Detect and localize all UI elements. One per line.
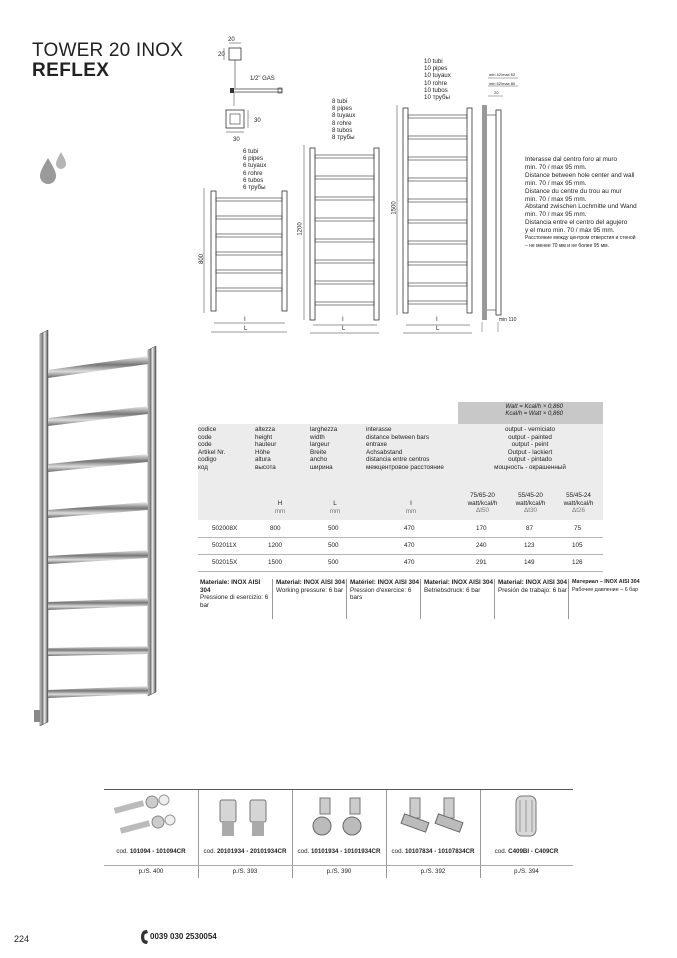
valve-cell xyxy=(386,790,481,878)
valve-cell xyxy=(104,790,199,878)
unit-output-2: 55/45-20 watt/kcal/h Δt30 xyxy=(515,492,546,515)
valve-code: cod. 20101934 - 20101934CR xyxy=(203,848,287,855)
side-dim-label: 20 xyxy=(494,90,499,95)
valves-strip xyxy=(104,789,573,878)
tube-count-label-6: 6 tubi 6 pipes 6 tuyaux 6 rohre 6 tubos 6 трубы xyxy=(243,148,267,192)
unit-output-3: 55/45-24 watt/kcal/h Δt26 xyxy=(563,492,594,515)
unit-output-1: 75/65-20 watt/kcal/h Δt50 xyxy=(467,492,498,515)
unit-h: H mm xyxy=(274,500,286,515)
wall-distance-notes: Interasse dal centro foro al muro min. 70 / max 95 mm. Distance between hole center and wall min. 70 / max 95 mm. Distance du centre du trou au mur min. 70 / max 95 mm. Abstand zwischen Lochmitte und Wand min. 70 / max 95 mm. Distancia entre el centro del agujero y el muro min. 70 / máx 95 mm. Расстояние между центром отверстия и стеной – не менее 70 мм и не более 95 мм. xyxy=(525,156,637,249)
valve-photo-10107834 xyxy=(386,790,480,845)
watt-conversion-header: Watt = Kcal/h × 0,860 Kcal/h = Watt × 0,860 xyxy=(458,402,603,424)
dim-l: L xyxy=(244,326,248,332)
dim-i: I xyxy=(342,317,344,323)
radiator-drawing-800 xyxy=(200,188,295,338)
valve-page-ref: p./S. 390 xyxy=(326,868,352,875)
valve-cell xyxy=(292,790,387,878)
dim-label: 20 xyxy=(228,37,235,43)
dim-label: 20 xyxy=(218,52,225,58)
valve-page-ref: p./S. 393 xyxy=(232,868,258,875)
dim-l: L xyxy=(436,326,440,332)
material-de: Material: INOX AISI 304 Betriebsdruck: 6 bar xyxy=(424,579,495,619)
height-dim-1200: 1200 xyxy=(297,222,304,236)
valve-photo-c409 xyxy=(480,790,573,845)
tube-count-label-10: 10 tubi 10 pipes 10 tuyaux 10 rohre 10 tubos 10 трубы xyxy=(424,58,451,102)
table-row: 502011X 1200 500 470 240 123 105 xyxy=(198,537,603,555)
height-dim-1500: 1500 xyxy=(391,201,398,215)
phone-icon xyxy=(140,929,150,945)
col-width-header: larghezza width largeur Breite ancho ширина xyxy=(310,426,338,471)
radiator-drawing-1200 xyxy=(297,145,390,335)
height-dim-800: 800 xyxy=(199,253,206,265)
tube-count-label-8: 8 tubi 8 pipes 8 tuyaux 8 rohre 8 tubos 8 трубы xyxy=(332,98,356,142)
unit-i: I mm xyxy=(405,500,417,515)
side-view-drawing xyxy=(478,70,528,340)
product-photo xyxy=(18,330,168,730)
valve-code: cod. 10107834 - 10107834CR xyxy=(391,848,475,855)
dim-l: L xyxy=(342,326,346,332)
valve-page-ref: p./S. 392 xyxy=(420,868,446,875)
col-output-header: output - verniciato output - painted output - peint Output - lackiert output - pintado мощность - окрашенный xyxy=(494,426,566,471)
col-interaxis-header: interasse distance between bars entraxe Achsabstand distancia entre centros межцентровое расстояние xyxy=(366,426,444,471)
valve-code: cod. 101094 - 101094CR xyxy=(116,848,186,855)
unit-l: L mm xyxy=(329,500,341,515)
dim-i: I xyxy=(244,317,246,323)
material-en: Material: INOX AISI 304 Working pressure: 6 bar xyxy=(276,579,347,619)
phone-number: 0039 030 2530054 xyxy=(150,932,217,941)
gas-label: 1/2" GAS xyxy=(250,76,275,82)
water-drops-icon xyxy=(38,150,72,186)
dim-label: 30 xyxy=(233,137,240,143)
col-code-header: codice code code Artikel Nr. codigo код xyxy=(198,426,226,471)
valve-cell xyxy=(480,790,573,878)
valve-code: cod. C409BI - C409CR xyxy=(494,848,559,855)
material-fr: Matériel: INOX AISI 304 Pression d'exercice: 6 bars xyxy=(350,579,421,619)
table-row: 502008X 800 500 470 170 87 75 xyxy=(198,520,603,538)
material-es: Material: INOX AISI 304 Presión de trabajo: 6 bar xyxy=(498,579,569,619)
material-it: Materiale: INOX AISI 304 Pressione di esercizio: 6 bar xyxy=(200,579,273,619)
valve-photo-10101934 xyxy=(292,790,386,845)
dim-label: 30 xyxy=(254,118,261,124)
side-dim-label: min 52/max 80 xyxy=(489,81,516,86)
material-ru: Материал – INOX AISI 304 Рабочее давление – 6 бар xyxy=(572,579,640,593)
dim-i: I xyxy=(436,317,438,323)
side-dim-label: min 42/max 62 xyxy=(489,72,516,77)
product-subtitle: REFLEX xyxy=(32,60,110,81)
valve-photo-101094 xyxy=(104,790,198,845)
table-row: 502015X 1500 500 470 291 149 126 xyxy=(198,554,603,572)
valve-cell xyxy=(198,790,293,878)
valve-page-ref: p./S. 394 xyxy=(514,868,539,875)
valve-page-ref: p./S. 400 xyxy=(138,868,164,875)
col-height-header: altezza height hauteur Höhe altura высота xyxy=(255,426,277,471)
page-number: 224 xyxy=(14,934,30,944)
valve-photo-20101934 xyxy=(198,790,292,845)
product-title: TOWER 20 INOX xyxy=(32,40,184,61)
side-dim-label: min 110 xyxy=(499,317,517,323)
radiator-drawing-1500 xyxy=(393,105,483,335)
valve-code: cod. 10101934 - 10101934CR xyxy=(297,848,381,855)
